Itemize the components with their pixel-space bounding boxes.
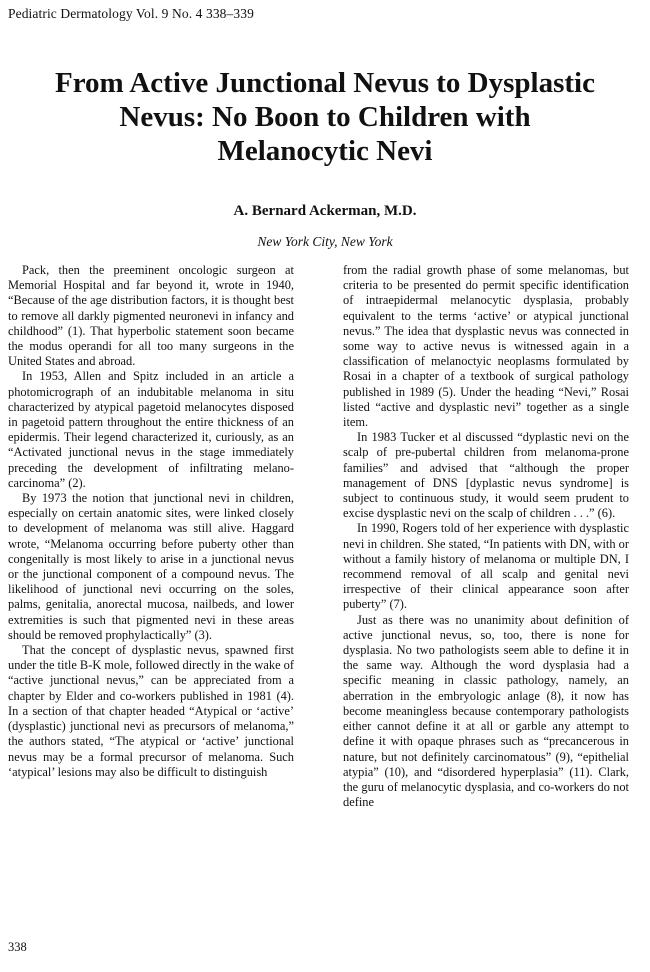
paragraph: In 1953, Allen and Spitz included in an article a photomicrograph of an indubitable melanoma in situ characterized by atypical pagetoid melanocytes disposed in pagetoid pattern throughout the entire thickness of an epidermis. Their legend characterized it, curiously, as an “Activated junctional nevus in the stage immediately preceding the development of infiltrating melano-carcinoma” (2). bbox=[8, 369, 294, 490]
paragraph: Pack, then the preeminent oncologic surgeon at Memorial Hospital and far beyond it, wrote in 1940, “Because of the age distribution factors, it is thought best to remove all darkly pigmented neuronevi in infancy and childhood” (1). That hyperbolic statement soon became the modus operandi for all too many surgeons in the United States and abroad. bbox=[8, 263, 294, 369]
title-line-3: Melanocytic Nevi bbox=[217, 135, 433, 167]
article-title bbox=[0, 66, 650, 168]
paragraph: In 1983 Tucker et al discussed “dyplastic nevi on the scalp of pre-pubertal children from melanoma-prone families” and advised that “although the proper management of DNS [dyplastic nevus syndrome] is subject to continuous study, it would seem prudent to excise dysplastic nevi on the scalp of children . . .” (6). bbox=[343, 430, 629, 521]
paragraph: By 1973 the notion that junctional nevi in children, especially on certain anatomic sites, were linked closely to development of melanoma was still alive. Haggard wrote, “Melanoma occurring before puberty other than congenitally is most likely to arise in a junctional nevus or the junctional component of a compound nevus. The likelihood of junctional nevi occurring on the soles, palms, genitalia, anorectal mucosa, nailbeds, and lower extremities is such that pigmented nevi in these areas should be removed prophylactically” (3). bbox=[8, 491, 294, 642]
paragraph: Just as there was no unanimity about definition of active junctional nevus, so, too, there is none for dysplasia. No two pathologists seem able to define it in the same way. Although the word dysplasia had a specific meaning in classic pathology, namely, an aberration in the embryologic anlage (8), it now has become meaningless because contemporary pathologists either cannot define it at all or garble any attempt to define it with opaque phrases such as “precancerous in nature, but not definitely carcinomatous” (9), “epithelial atypia” (10), and “disordered hyperplasia” (11). Clark, the guru of melanocytic dysplasia, and co-workers do not define bbox=[343, 612, 629, 810]
paragraph: from the radial growth phase of some melanomas, but criteria to be presented do permit specific identification of intraepidermal melanocytic dysplasia, probably equivalent to the terms ‘active’ or atypical junctional nevus.” The idea that dysplastic nevus was connected in some way to active nevus is witnessed again in a classification of melanoctyic neoplasms formulated by Rosai in a chapter of a textbook of surgical pathology published in 1989 (5). Under the heading “Nevi,” Rosai listed “active and dysplastic nevi” together as a single item. bbox=[343, 263, 629, 430]
page-number: 338 bbox=[8, 940, 27, 954]
left-column bbox=[8, 263, 294, 780]
journal-header: Pediatric Dermatology Vol. 9 No. 4 338–339 bbox=[8, 6, 254, 21]
right-column bbox=[343, 263, 629, 810]
paragraph: That the concept of dysplastic nevus, spawned first under the title B-K mole, followed directly in the wake of “active junctional nevus,” can be appreciated from a chapter by Elder and co-workers published in 1981 (4). In a section of that chapter headed “Atypical or ‘active’ (dysplastic) junctional nevi as precursors of melanoma,” the authors stated, “The atypical or ‘active’ junctional nevus may be a formal precursor of melanoma. Such ‘atypical’ lesions may also be difficult to distinguish bbox=[8, 643, 294, 779]
author: A. Bernard Ackerman, M.D. bbox=[233, 203, 417, 219]
title-line-1: From Active Junctional Nevus to Dysplastic bbox=[55, 67, 595, 99]
affiliation: New York City, New York bbox=[257, 234, 393, 249]
title-line-2: Nevus: No Boon to Children with bbox=[119, 101, 531, 133]
paragraph: In 1990, Rogers told of her experience with dysplastic nevi in children. She stated, “In patients with DN, with or without a family history of melanoma or multiple DN, I recommend removal of all scalp and genital nevi irrespective of their clinical appearance soon after puberty” (7). bbox=[343, 521, 629, 612]
